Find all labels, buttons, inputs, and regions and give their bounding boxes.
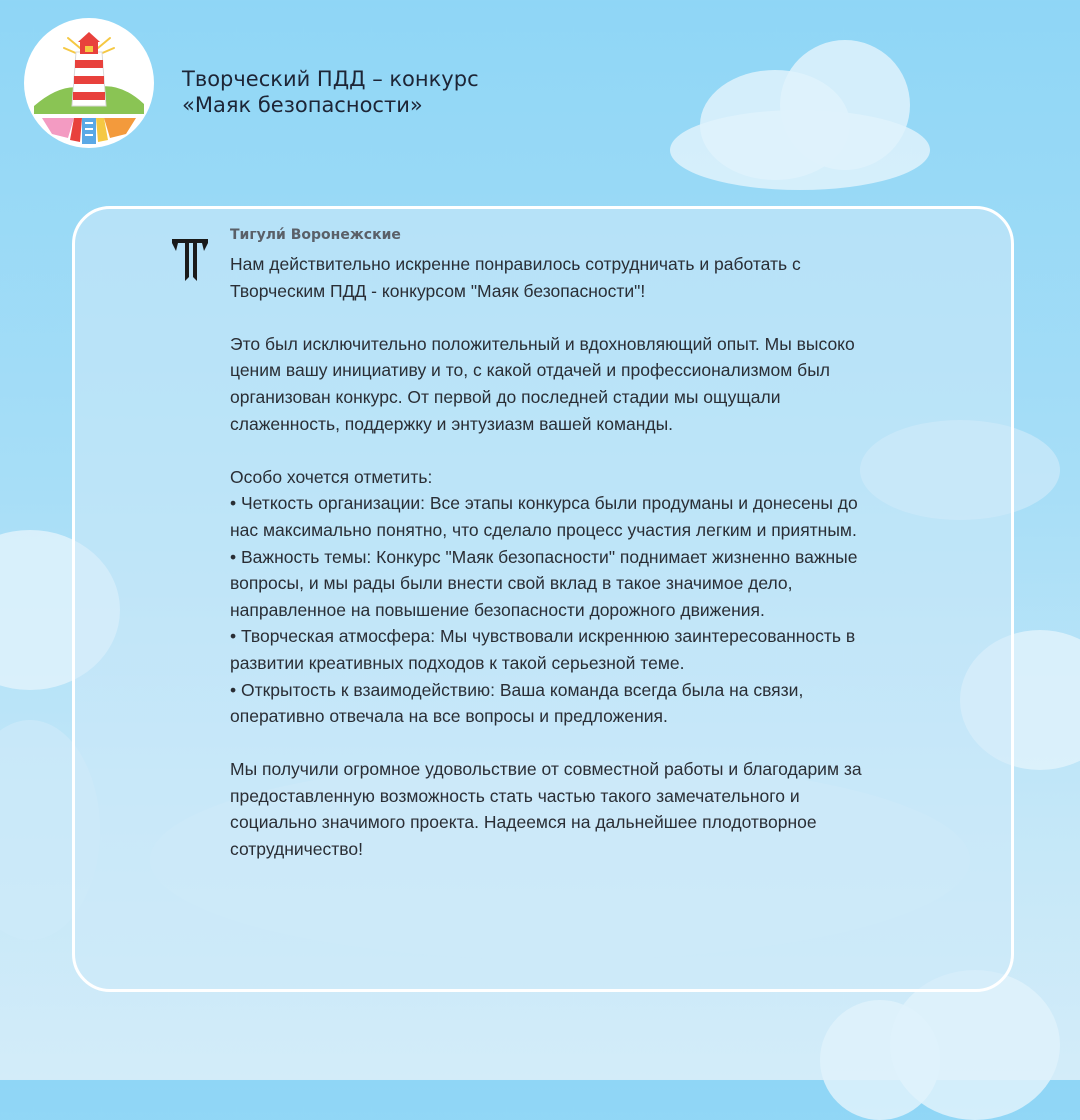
page-title-line1: Творческий ПДД – конкурс: [182, 67, 479, 91]
highlight-item: • Открытость к взаимодействию: Ваша команда всегда была на связи, оперативно отвечала на все вопросы и предложения.: [230, 679, 804, 727]
highlight-item: • Творческая атмосфера: Мы чувствовали искреннюю заинтересованность в развитии креативных подходов к такой серьезной теме.: [230, 626, 856, 673]
highlight-item: • Четкость организации: Все этапы конкурса были продуманы и донесены до нас максимально понятно, что сделало процесс участия легким и приятным.: [230, 493, 858, 540]
message-body: [230, 251, 870, 863]
message-closing: Мы получили огромное удовольствие от совместной работы и благодарим за предоставленную возможность стать частью такого замечательного и социально значимого проекта. Надеемся на дальнейшее плодотворное сотрудничество!: [230, 759, 862, 860]
author-name: Тигули́ Воронежские: [230, 227, 401, 243]
message-intro: Нам действительно искренне понравилось сотрудничать и работать с Творческим ПДД - конкурсом "Маяк безопасности"!: [230, 254, 801, 301]
lighthouse-logo-icon: [24, 18, 154, 148]
message-experience: Это был исключительно положительный и вдохновляющий опыт. Мы высоко ценим вашу инициативу и то, с какой отдачей и профессионализмом был организован конкурс. От первой до последней стадии мы ощущали слаженность, поддержку и энтузиазм вашей команды.: [230, 333, 855, 434]
highlight-item: • Важность темы: Конкурс "Маяк безопасности" поднимает жизненно важные вопросы, и мы рады были внести свой вклад в такое значимое дело, направленное на повышение безопасности дорожного движения.: [230, 546, 858, 620]
page-title: [182, 66, 479, 118]
tiguli-logo-icon: [169, 233, 211, 283]
page-title-line2: «Маяк безопасности»: [182, 93, 423, 117]
review-card: [72, 206, 1014, 992]
background-cloud: [670, 110, 930, 190]
highlights-heading: Особо хочется отметить:: [230, 466, 433, 487]
background-cloud: [890, 970, 1060, 1120]
